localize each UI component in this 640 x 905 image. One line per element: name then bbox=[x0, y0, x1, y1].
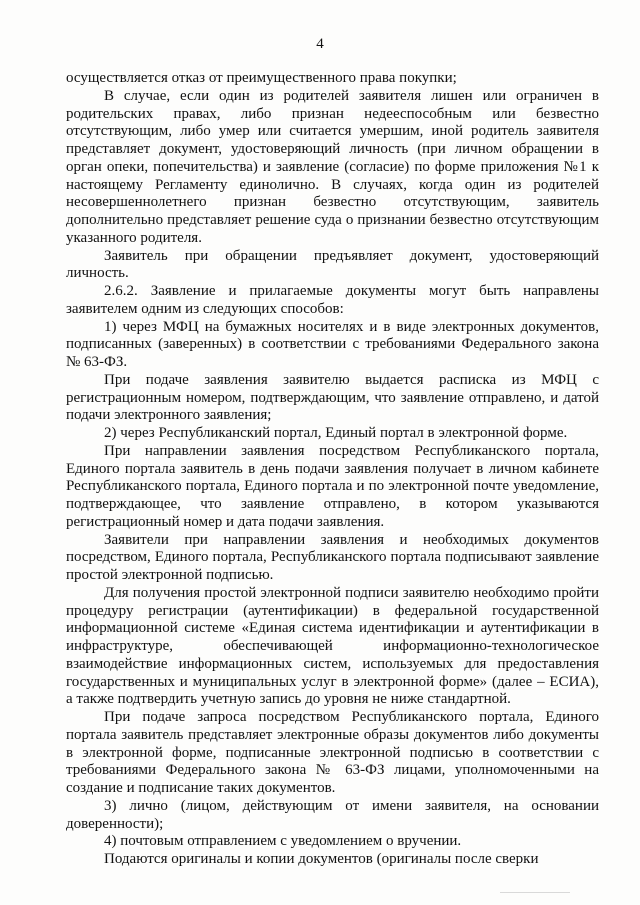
paragraph-portal-notification: При направлении заявления посредством Республиканского портала, Единого портала заявитель в день подачи заявления получает в личном кабинете Республиканского портала, Единого портала и по электронной почте уведомление, подтверждающее, что заявление отправлено, в котором указываются регистрационный номер и дата подачи заявления. bbox=[66, 442, 599, 530]
paragraph-mfc-receipt: При подаче заявления заявителю выдается расписка из МФЦ с регистрационным номером, подтверждающим, что заявление отправлено, и датой подачи электронного заявления; bbox=[66, 371, 599, 424]
paragraph-method-in-person: 3) лично (лицом, действующим от имени заявителя, на основании доверенности); bbox=[66, 797, 599, 832]
paragraph-2-6-2: 2.6.2. Заявление и прилагаемые документы могут быть направлены заявителем одним из следующих способов: bbox=[66, 283, 599, 317]
paragraph-electronic-images: При подаче запроса посредством Республиканского портала, Единого портала заявитель представляет электронные образы документов либо документы в электронной форме, подписанные электронной подписью в соответствии с требованиями Федерального закона № 63-ФЗ лицами, уполномоченными на создание и подписание таких документов. bbox=[66, 709, 599, 796]
paragraph-parent-deprived: В случае, если один из родителей заявителя лишен или ограничен в родительских правах, либо признан недееспособным или безвестно отсутствующим, либо умер или считается умершим, иной родитель заявителя представляет документ, удостоверяющий личность (при личном обращении в орган опеки, попечительства) и заявление (согласие) по форме приложения №1 к настоящему Регламенту единолично. В случаях, когда один из родителей несовершеннолетнего признан безвестно отсутствующим, заявитель дополнительно представляет решение суда о признании безвестно отсутствующим указанного родителя. bbox=[66, 87, 599, 246]
paragraph-preemptive-right: осуществляется отказ от преимущественного права покупки; bbox=[66, 70, 457, 86]
paragraph-originals-copies: Подаются оригиналы и копии документов (оригиналы после сверки bbox=[104, 851, 539, 867]
paragraph-simple-signature: Заявители при направлении заявления и необходимых документов посредством, Единого портала, Республиканского портала подписывают заявление простой электронной подписью. bbox=[66, 531, 599, 583]
paragraph-method-mail: 4) почтовым отправлением с уведомлением о вручении. bbox=[104, 833, 462, 850]
scan-artifact bbox=[500, 892, 570, 893]
page-number: 4 bbox=[316, 36, 324, 52]
document-body bbox=[66, 70, 599, 869]
paragraph-identity-document: Заявитель при обращении предъявляет документ, удостоверяющий личность. bbox=[66, 247, 599, 282]
paragraph-esia-registration: Для получения простой электронной подписи заявителю необходимо пройти процедуру регистрации (аутентификации) в федеральной государственной информационной системе «Единая система идентификации и аутентификации в инфраструктуре, обеспечивающей информационно-технологическое взаимодействие информационных систем, используемых для предоставления государственных и муниципальных услуг в электронной форме» (далее – ЕСИА), а также подтвердить учетную запись до уровня не ниже стандартной. bbox=[66, 584, 599, 708]
paragraph-method-mfc: 1) через МФЦ на бумажных носителях и в виде электронных документов, подписанных (заверенных) в соответствии с требованиями Федерального закона № 63-ФЗ. bbox=[66, 318, 599, 370]
paragraph-method-portal: 2) через Республиканский портал, Единый портал в электронной форме. bbox=[104, 425, 568, 441]
